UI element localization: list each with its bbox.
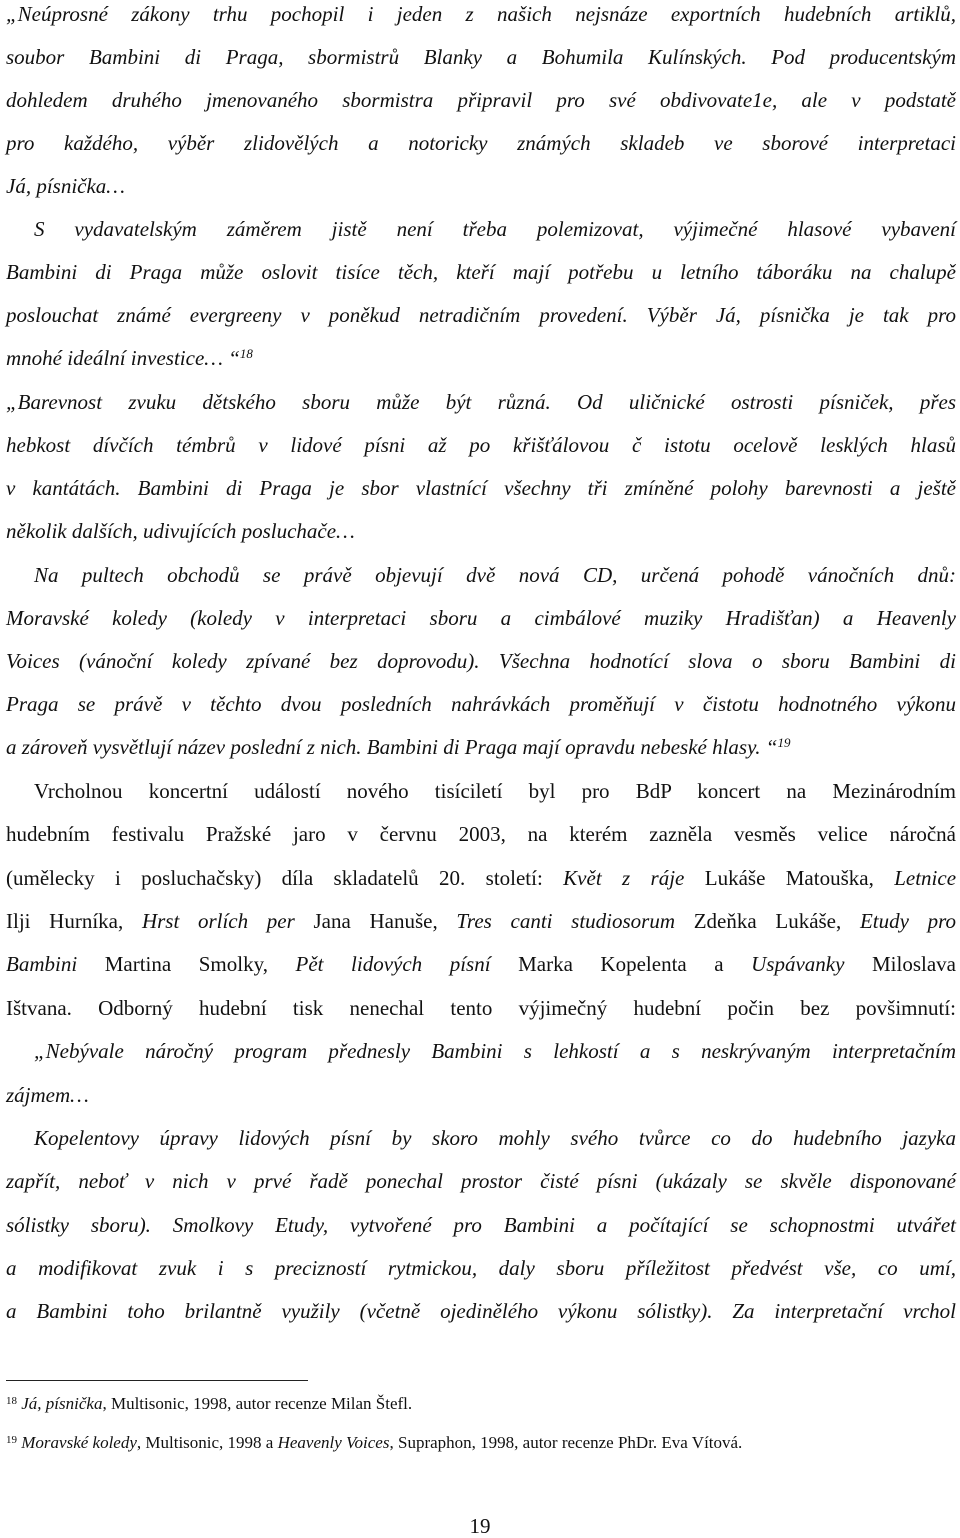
text-line: poslouchat známé evergreeny v poněkud netradičním provedení. Výběr Já, písnička je tak pro [6,303,956,327]
italic-title: Já, písnička [21,1394,103,1413]
text-line: několik dalších, udivujících posluchače… [6,519,355,543]
footnote-ref: 19 [777,735,791,750]
text-line: „Nebývale náročný program přednesly Bambini s lehkostí a s neskrývaným interpretačním [34,1039,956,1063]
text-line: S vydavatelským záměrem jistě není třeba polemizovat, výjimečné hlasové vybavení [34,217,956,241]
text-line: „Barevnost zvuku dětského sboru může být různá. Od uličnické ostrosti písniček, přes [6,390,956,414]
italic-title: Etudy pro [859,909,957,933]
text-span: Marka Kopelenta a [490,952,752,976]
text-span: , Multisonic, 1998, autor recenze Milan Štefl. [102,1394,413,1413]
text-span: (umělecky i posluchačsky) díla skladatelů 20. století: [6,866,564,890]
text-line [6,864,956,892]
italic-title: Bambini [6,952,78,976]
italic-title: Uspávanky [751,952,845,976]
footnote-19 [6,1432,742,1454]
text-line [6,344,956,372]
italic-title: Květ z ráje [563,866,685,890]
text-line: a Bambini toho brilantně využily (včetně ojedinělého výkonu sólistky). Za interpretační vrchol [6,1299,956,1323]
text-line: v kantátách. Bambini di Praga je sbor vlastnící všechny tři zmíněné polohy barevnosti a ještě [6,476,956,500]
text-span: Miloslava [844,952,956,976]
italic-title: Heavenly Voices [277,1433,390,1452]
footnote-number: 19 [6,1434,17,1446]
page-number: 19 [469,1514,491,1538]
text-line: Voices (vánoční koledy zpívané bez doprovodu). Všechna hodnotící slova o sboru Bambini di [6,649,956,673]
text-line: Ištvana. Odborný hudební tisk nenechal tento výjimečný hudební počin bez povšimnutí: [6,996,956,1020]
text-line [6,907,956,935]
text-span: Zdeňka Lukáše, [675,909,860,933]
text-span: Ilji Hurníka, [6,909,142,933]
text-span: Jana Hanuše, [294,909,457,933]
text-line: Vrcholnou koncertní událostí nového tisíciletí byl pro BdP koncert na Mezinárodním [34,779,956,803]
text-line: Moravské koledy (koledy v interpretaci sboru a cimbálové muziky Hradišťan) a Heavenly [6,606,956,630]
text-line: hebkost dívčích témbrů v lidové písni až po křišťálovou č istotu ocelově lesklých hlasů [6,433,956,457]
italic-title: Tres canti studiosorum [456,909,676,933]
footnote-ref: 18 [239,346,253,361]
italic-title: Pět lidových písní [295,952,491,976]
text-line: sólistky sboru). Smolkovy Etudy, vytvořené pro Bambini a počítající se schopnostmi utvářet [6,1213,956,1237]
footnote-separator [6,1380,308,1381]
footnote-number: 18 [6,1395,17,1407]
text-line: zapřít, neboť v nich v prvé řadě ponechal prostor čisté písni (ukázaly se skvěle disponované [6,1169,956,1193]
text-line: Na pultech obchodů se právě objevují dvě nová CD, určená pohodě vánočních dnů: [34,563,956,587]
text-span: a zároveň vysvětlují název poslední z nich. Bambini di Praga mají opravdu nebeské hlasy. “ [6,735,778,759]
text-line: Praga se právě v těchto dvou posledních nahrávkách proměňují v čistotu hodnotného výkonu [6,692,956,716]
text-line: zájmem… [6,1083,89,1107]
text-line: hudebním festivalu Pražské jaro v červnu 2003, na kterém zazněla vesměs velice náročná [6,822,956,846]
text-line [6,733,956,761]
text-span: , Supraphon, 1998, autor recenze PhDr. Eva Vítová. [389,1433,743,1452]
text-line: „Neúprosné zákony trhu pochopil i jeden z našich nejsnáze exportních hudebních artiklů, [6,2,956,26]
italic-title: Hrst orlích per [141,909,295,933]
text-span: Martina Smolky, [77,952,296,976]
text-line: Bambini di Praga může oslovit tisíce těch, kteří mají potřebu u letního táboráku na chalupě [6,260,956,284]
text-line: a modifikovat zvuk i s precizností rytmickou, daly sboru příležitost předvést vše, co umí, [6,1256,956,1280]
text-span: mnohé ideální investice… “ [6,346,240,370]
text-line: dohledem druhého jmenovaného sbormistra připravil pro své obdivovate1e, ale v podstatě [6,88,956,112]
text-span: , Multisonic, 1998 a [136,1433,278,1452]
text-line: pro každého, výběr zlidovělých a notoricky známých skladeb ve sborové interpretaci [6,131,956,155]
italic-title: Moravské koledy [21,1433,137,1452]
italic-title: Letnice [894,866,957,890]
text-span: Lukáše Matouška, [684,866,895,890]
footnote-18 [6,1393,412,1415]
text-line [6,950,956,978]
text-line: Kopelentovy úpravy lidových písní by skoro mohly svého tvůrce co do hudebního jazyka [34,1126,956,1150]
text-line: Já, písnička… [6,174,125,198]
text-line: soubor Bambini di Praga, sbormistrů Blanky a Bohumila Kulínských. Pod producentským [6,45,956,69]
